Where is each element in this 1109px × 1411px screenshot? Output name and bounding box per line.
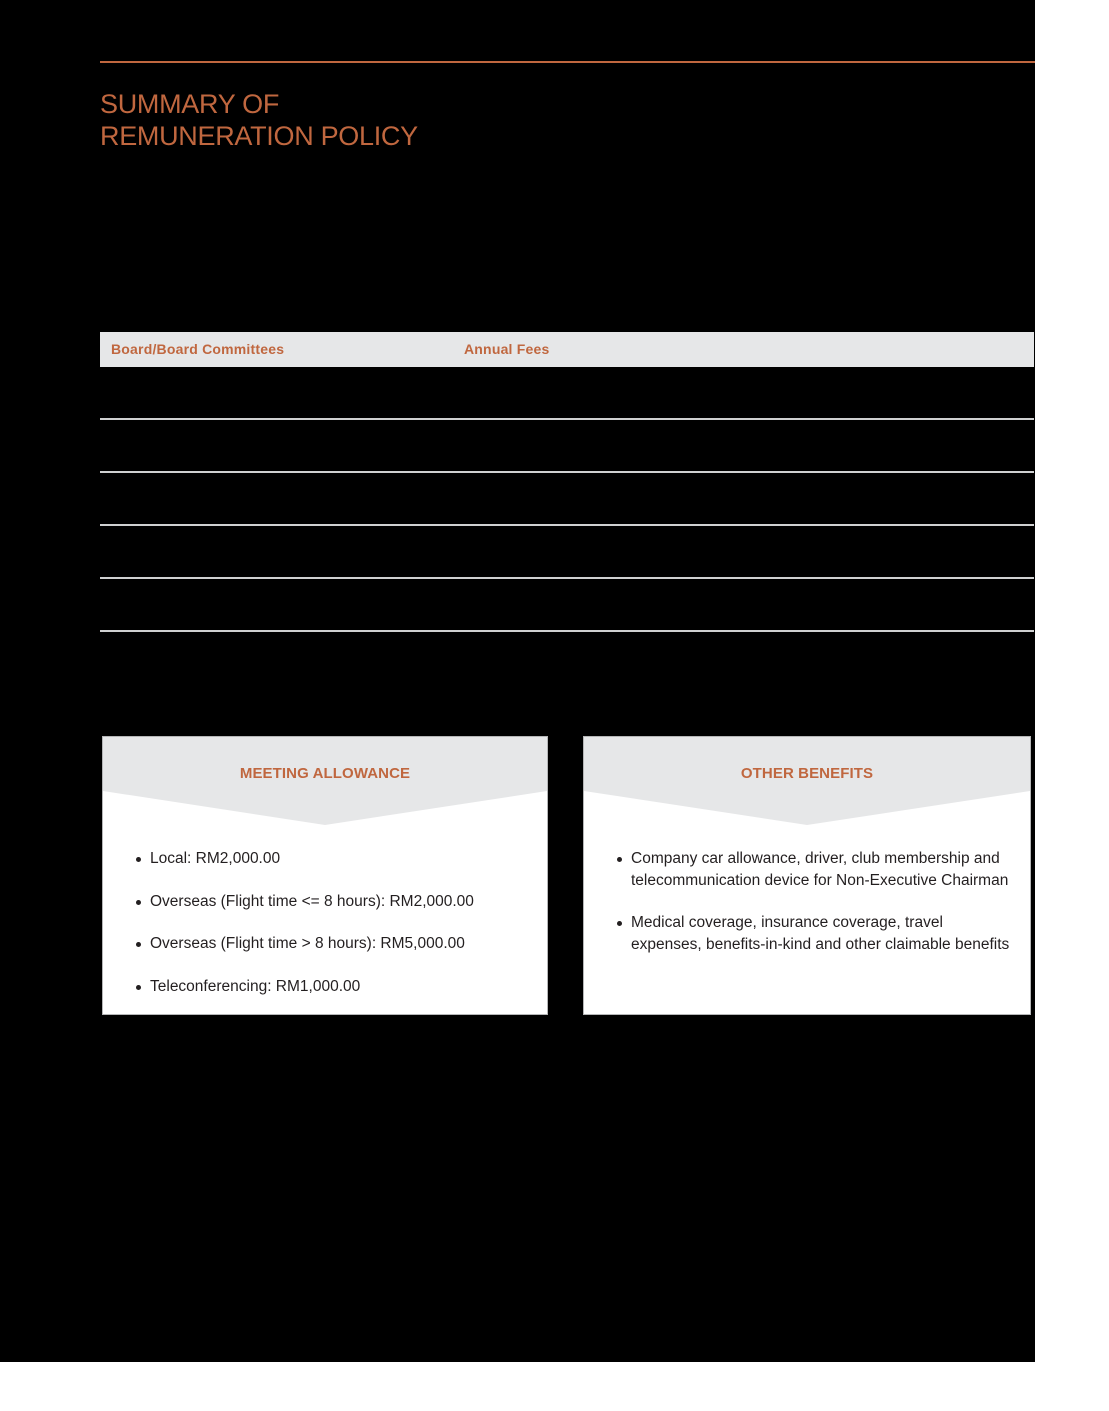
list-item: Overseas (Flight time > 8 hours): RM5,000.00 (133, 933, 529, 955)
table-header (100, 332, 1034, 367)
meeting-allowance-heading: MEETING ALLOWANCE (239, 765, 411, 782)
other-benefits-card (583, 736, 1031, 1015)
page-title (100, 88, 600, 152)
card-header-chevron (584, 737, 1030, 827)
title-line-2: REMUNERATION POLICY (100, 121, 418, 151)
list-item: Local: RM2,000.00 (133, 848, 529, 870)
table-row (100, 473, 1034, 526)
top-rule (100, 61, 1035, 63)
table-row (100, 420, 1034, 473)
list-item: Medical coverage, insurance coverage, travel expenses, benefits-in-kind and other claimable benefits (614, 912, 1012, 955)
column-header-board-committees: Board/Board Committees (111, 341, 285, 357)
table-row (100, 526, 1034, 579)
table-row (100, 579, 1034, 632)
column-header-annual-fees: Annual Fees (464, 341, 550, 357)
table-row (100, 367, 1034, 420)
card-header-chevron (103, 737, 547, 827)
list-item: Company car allowance, driver, club membership and telecommunication device for Non-Executive Chairman (614, 848, 1012, 891)
other-benefits-heading: OTHER BENEFITS (740, 765, 874, 782)
list-item: Teleconferencing: RM1,000.00 (133, 976, 529, 998)
meeting-allowance-card (102, 736, 548, 1015)
list-item: Overseas (Flight time <= 8 hours): RM2,000.00 (133, 891, 529, 913)
annual-fees-table (100, 332, 1034, 632)
title-line-1: SUMMARY OF (100, 89, 280, 119)
other-benefits-list (614, 848, 1012, 976)
meeting-allowance-list (133, 848, 529, 1015)
